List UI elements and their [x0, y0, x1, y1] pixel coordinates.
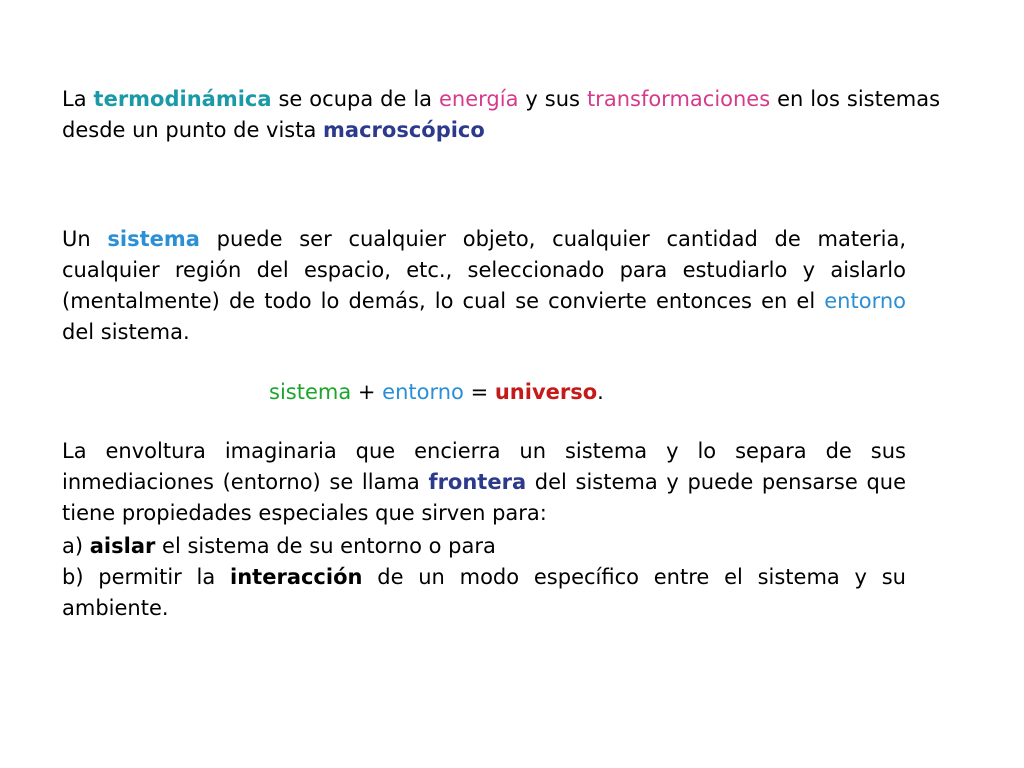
keyword-energia: energía	[439, 87, 519, 111]
list-a-prefix: a)	[62, 534, 90, 558]
equation-plus: +	[351, 380, 383, 404]
list-b-prefix: b) permitir la	[62, 565, 231, 589]
intro-paragraph	[62, 84, 940, 146]
p1-text-4: en los sistemas desde un punto de vista	[62, 87, 941, 142]
equation-universo: universo	[494, 380, 598, 404]
p1-text-2: se ocupa de la	[271, 87, 440, 111]
equation-entorno: entorno	[382, 380, 464, 404]
frontera-paragraph	[62, 436, 906, 529]
keyword-macroscopico: macroscópico	[323, 118, 485, 142]
p2-text-3: del sistema.	[62, 320, 190, 344]
p1-text-1: La	[62, 87, 94, 111]
list-a-rest: el sistema de su entorno o para	[155, 534, 496, 558]
p1-text-3: y sus	[518, 87, 587, 111]
universe-equation	[269, 377, 604, 408]
keyword-sistema: sistema	[107, 227, 200, 251]
purpose-list	[62, 531, 906, 624]
list-b-rest: de un modo específico entre el sistema y su ambiente.	[62, 565, 906, 620]
p3-text-2: del sistema y puede pensarse que tiene propiedades especiales que sirven para:	[62, 470, 907, 525]
p2-text-1: Un	[62, 227, 108, 251]
equation-equals: =	[463, 380, 495, 404]
list-item-a	[62, 531, 906, 562]
sistema-paragraph	[62, 224, 906, 348]
keyword-termodinamica: termodinámica	[93, 87, 272, 111]
keyword-entorno: entorno	[824, 289, 906, 313]
equation-sistema: sistema	[269, 380, 352, 404]
keyword-frontera: frontera	[428, 470, 527, 494]
p3-text-1: La envoltura imaginaria que encierra un sistema y lo separa de sus inmediaciones (entorno) se llama	[62, 439, 906, 494]
p2-text-2: puede ser cualquier objeto, cualquier cantidad de materia, cualquier región del espacio, etc., seleccionado para estudiarlo y aislarlo (mentalmente) de todo lo demás, lo cual se convierte entonces en el	[62, 227, 907, 313]
keyword-transformaciones: transformaciones	[586, 87, 771, 111]
keyword-interaccion: interacción	[230, 565, 363, 589]
keyword-aislar: aislar	[89, 534, 156, 558]
list-item-b	[62, 562, 906, 624]
equation-end: .	[597, 380, 604, 404]
